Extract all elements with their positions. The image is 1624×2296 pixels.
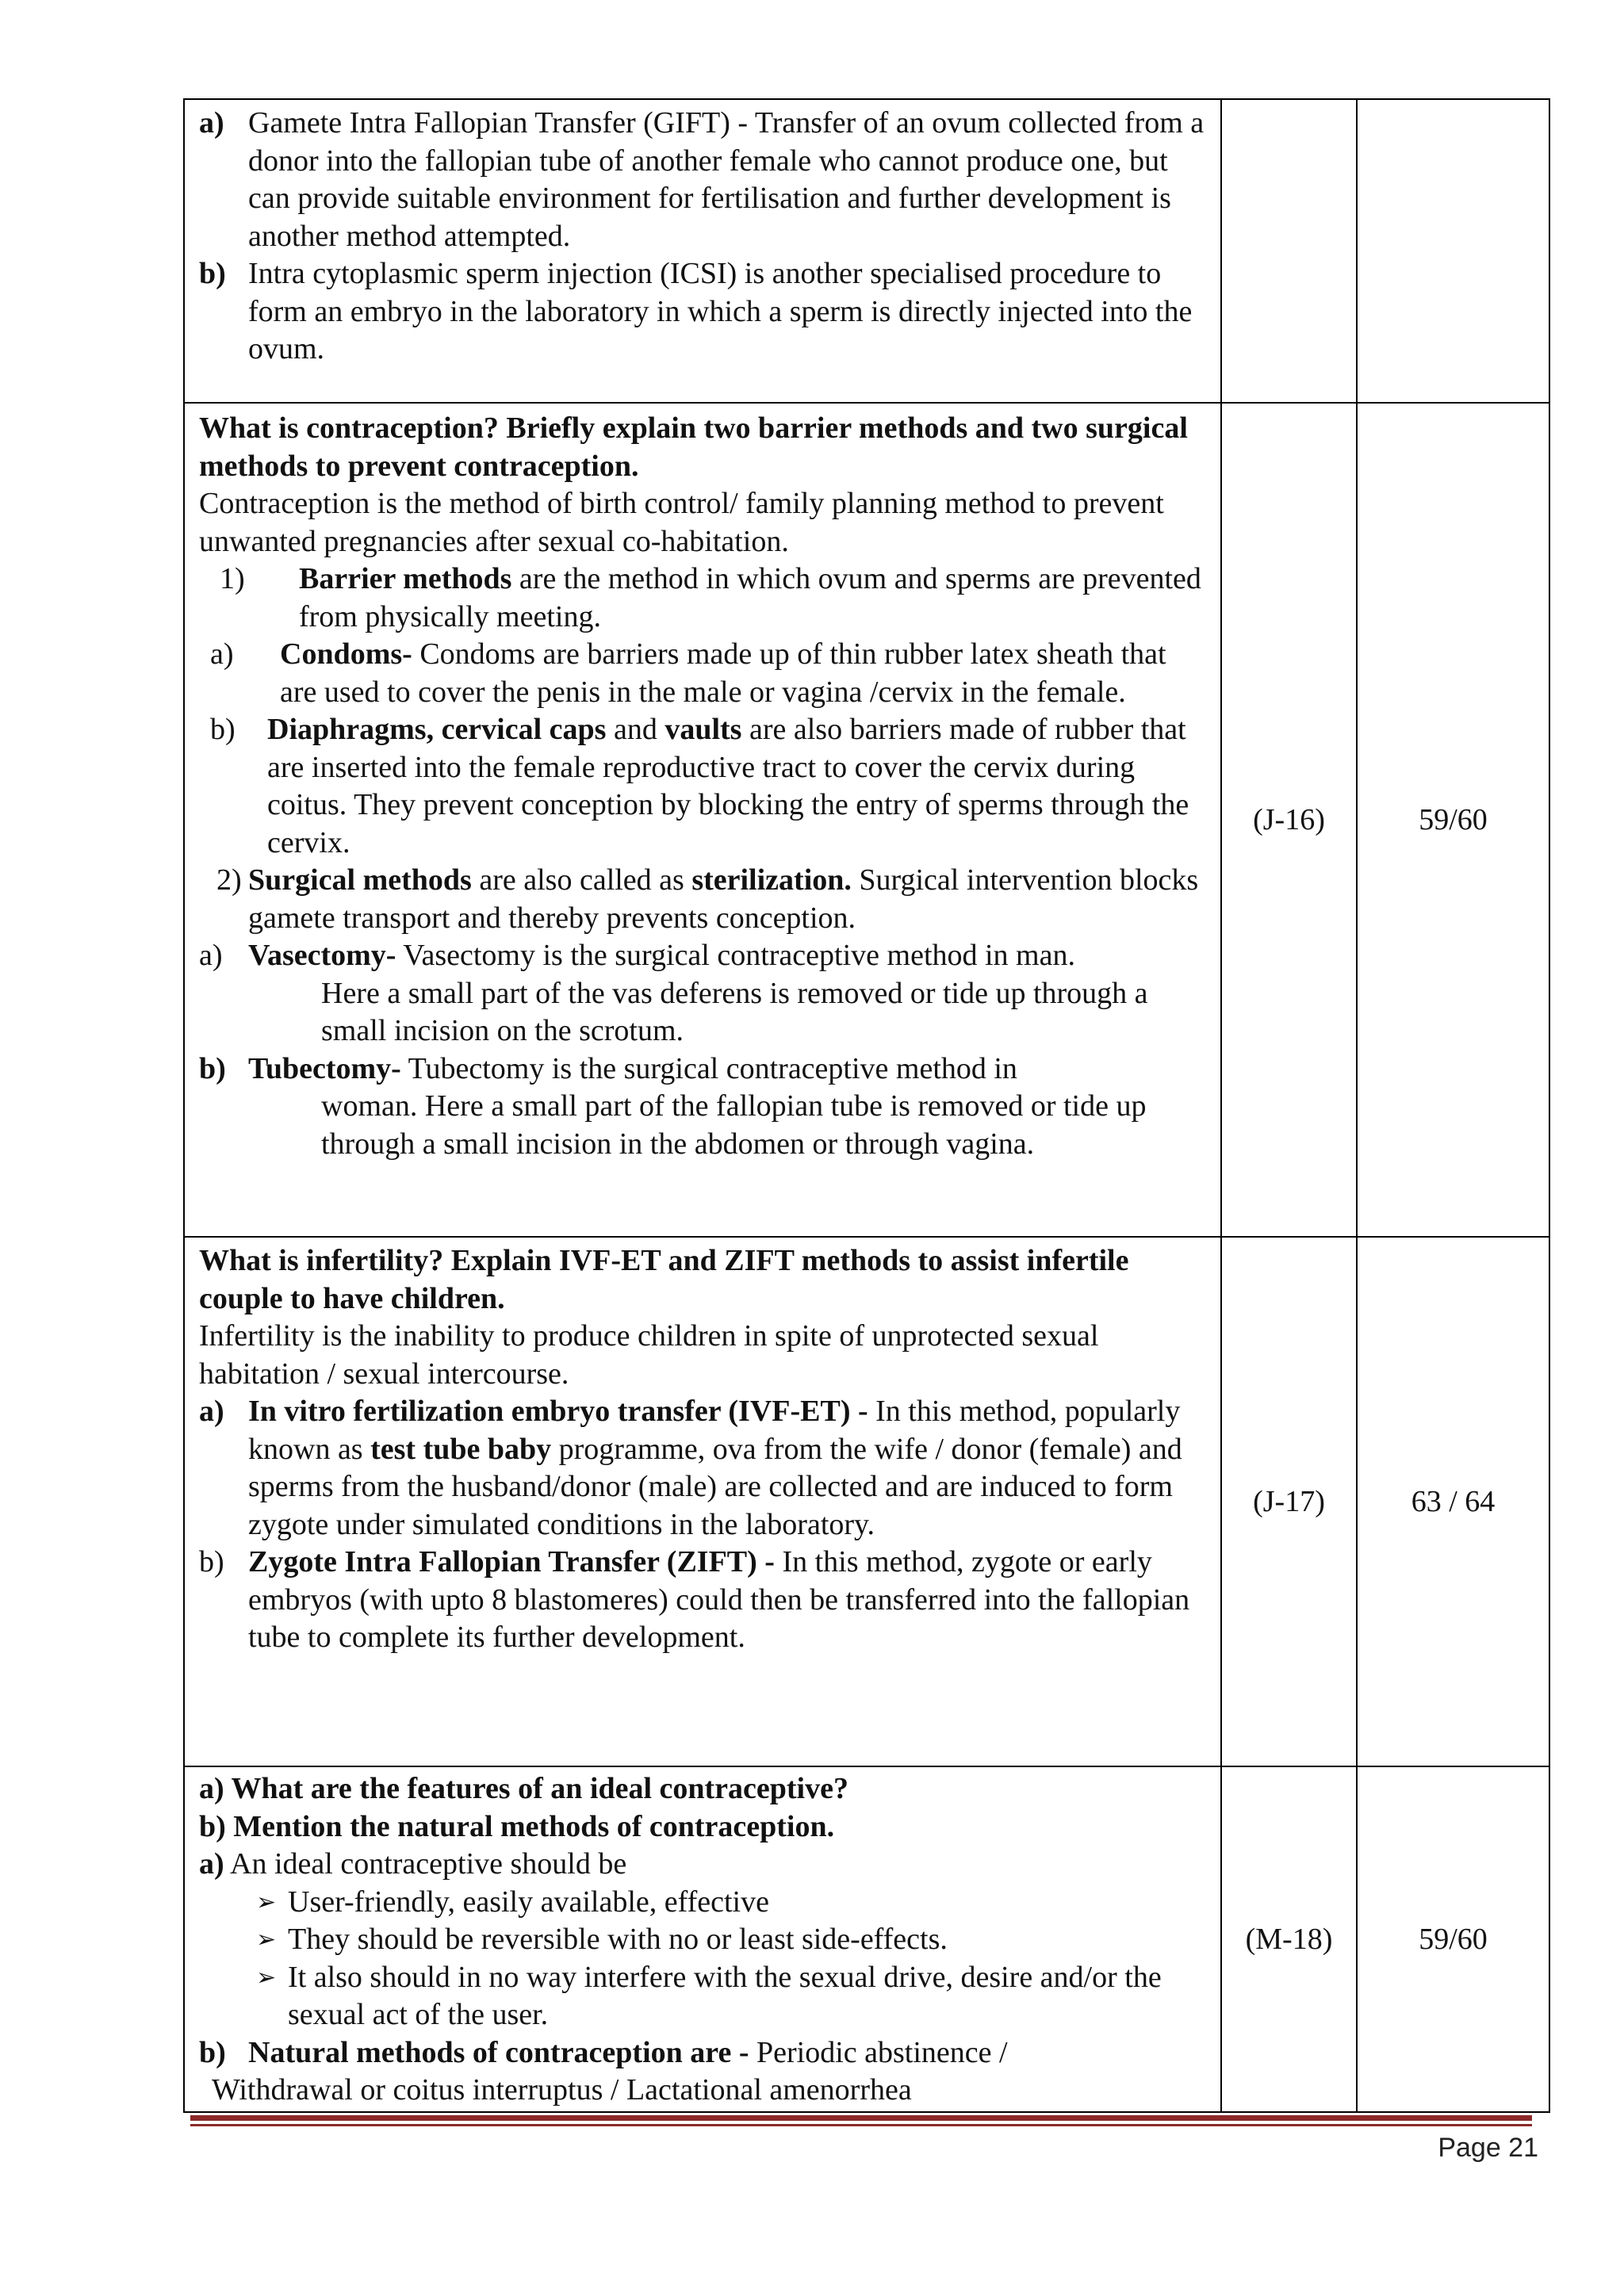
footer-rule bbox=[190, 2124, 1532, 2126]
list-item bbox=[199, 711, 1209, 862]
intro-text: Contraception is the method of birth control/ family planning method to prevent unwanted pregnancies after sexual co-habitation. bbox=[199, 487, 1164, 558]
answer-cell bbox=[184, 1766, 1221, 2112]
arrow-bullet-icon: ➢ bbox=[256, 1888, 277, 1916]
item-text: Here a small part of the vas deferens is removed or tide up through a small incision on the scrotum. bbox=[321, 976, 1148, 1047]
list-item bbox=[199, 561, 1209, 636]
item-label: b) bbox=[199, 1051, 226, 1085]
question-text: a) What are the features of an ideal contraceptive? bbox=[199, 1772, 848, 1805]
intro-text: Infertility is the inability to produce children in spite of unprotected sexual habitation / sexual intercourse. bbox=[199, 1319, 1099, 1391]
item-label: 1) bbox=[220, 562, 245, 595]
list-item bbox=[199, 105, 1209, 255]
list-item bbox=[199, 255, 1209, 369]
table-row bbox=[184, 1237, 1549, 1766]
page-number: Page 21 bbox=[1438, 2133, 1538, 2163]
item-bold: sterilization. bbox=[691, 863, 852, 897]
item-text: Withdrawal or coitus interruptus / Lactational amenorrhea bbox=[212, 2073, 912, 2107]
item-text: are also barriers made of rubber that are inserted into the female reproductive tract to cover the cervix during coitus. They prevent conception by blocking the entry of sperms through the cervix. bbox=[267, 713, 1189, 859]
item-bold: vaults bbox=[665, 713, 742, 746]
item-text: are the method in which ovum and sperms are prevented from physically meeting. bbox=[299, 562, 1201, 633]
item-bold: Zygote Intra Fallopian Transfer (ZIFT) - bbox=[248, 1545, 775, 1578]
item-label: b) bbox=[199, 257, 226, 290]
arrow-bullet-icon: ➢ bbox=[256, 1926, 277, 1954]
bullet-item bbox=[199, 1959, 1209, 2034]
item-label: b) bbox=[199, 1545, 224, 1578]
page-ref-cell bbox=[1357, 99, 1549, 403]
item-text: Tubectomy is the surgical contraceptive method in bbox=[400, 1051, 1017, 1085]
item-text: Condoms are barriers made up of thin rubber latex sheath that are used to cover the penis in the male or vagina /cervix in the female. bbox=[280, 637, 1166, 709]
list-item bbox=[199, 862, 1209, 937]
bullet-item bbox=[199, 1921, 1209, 1959]
reference-cell: (J-17) bbox=[1221, 1237, 1357, 1766]
list-item bbox=[199, 1393, 1209, 1544]
bullet-text: User-friendly, easily available, effective bbox=[288, 1885, 769, 1919]
list-item bbox=[199, 1050, 1209, 1164]
question-table bbox=[183, 98, 1550, 2113]
answer-a bbox=[199, 1846, 1209, 1884]
bullet-text: It also should in no way interfere with the sexual drive, desire and/or the sexual act of the user. bbox=[288, 1960, 1162, 2031]
table-row bbox=[184, 99, 1549, 403]
bullet-text: They should be reversible with no or least side-effects. bbox=[288, 1923, 948, 1956]
list-item bbox=[199, 636, 1209, 711]
item-text: An ideal contraceptive should be bbox=[224, 1847, 627, 1881]
item-text: and bbox=[606, 713, 665, 746]
answer-cell bbox=[184, 1237, 1221, 1766]
item-text: Vasectomy is the surgical contraceptive method in man. bbox=[396, 939, 1075, 972]
item-text: woman. Here a small part of the fallopian tube is removed or tide up through a small incision in the abdomen or through vagina. bbox=[321, 1089, 1147, 1161]
item-text: In this method, popularly known as bbox=[248, 1395, 1181, 1466]
item-text: Surgical intervention blocks gamete transport and thereby prevents conception. bbox=[248, 863, 1199, 935]
arrow-bullet-icon: ➢ bbox=[256, 1963, 277, 1992]
page-ref-cell: 63 / 64 bbox=[1357, 1237, 1549, 1766]
question-text: What is infertility? Explain IVF-ET and ZIFT methods to assist infertile couple to have children. bbox=[199, 1244, 1129, 1315]
item-bold: Diaphragms, cervical caps bbox=[267, 713, 607, 746]
item-label: b) bbox=[199, 2035, 226, 2069]
answer-b bbox=[199, 2034, 1209, 2072]
item-bold: Natural methods of contraception are - bbox=[248, 2035, 749, 2069]
item-text: Periodic abstinence / bbox=[749, 2035, 1008, 2069]
reference-cell: (J-16) bbox=[1221, 403, 1357, 1237]
page-ref-cell: 59/60 bbox=[1357, 403, 1549, 1237]
item-bold: In vitro fertilization embryo transfer (IVF-ET) - bbox=[248, 1395, 868, 1428]
item-label: a) bbox=[199, 1847, 224, 1881]
item-label: b) bbox=[210, 713, 236, 746]
item-text: programme, ova from the wife / donor (female) and sperms from the husband/donor (male) are collected and are induced to form zygote under simulated conditions in the laboratory. bbox=[248, 1432, 1182, 1541]
item-label: a) bbox=[199, 939, 223, 972]
item-bold: Surgical methods bbox=[248, 863, 472, 897]
item-label: a) bbox=[199, 1395, 224, 1428]
table-row bbox=[184, 1766, 1549, 2112]
item-bold: Tubectomy- bbox=[248, 1051, 401, 1085]
footer-rule bbox=[190, 2115, 1532, 2121]
item-label: 2) bbox=[216, 863, 242, 897]
list-item bbox=[199, 937, 1209, 1050]
bullet-item bbox=[199, 1884, 1209, 1922]
item-bold: test tube baby bbox=[370, 1432, 552, 1466]
item-label: a) bbox=[210, 637, 234, 671]
answer-cell bbox=[184, 403, 1221, 1237]
item-label: a) bbox=[199, 106, 224, 140]
question-text: b) Mention the natural methods of contraception. bbox=[199, 1809, 835, 1843]
reference-cell: (M-18) bbox=[1221, 1766, 1357, 2112]
item-text: Intra cytoplasmic sperm injection (ICSI) is another specialised procedure to form an embryo in the laboratory in which a sperm is directly injected into the ovum. bbox=[248, 257, 1193, 365]
item-text: are also called as bbox=[471, 863, 692, 897]
item-text: Gamete Intra Fallopian Transfer (GIFT) - Transfer of an ovum collected from a donor into the fallopian tube of another female who cannot produce one, but can provide suitable environment for fertilisation and further development is another method attempted. bbox=[248, 106, 1205, 253]
item-bold: Barrier methods bbox=[299, 562, 512, 595]
answer-cell bbox=[184, 99, 1221, 403]
item-bold: Vasectomy- bbox=[248, 939, 396, 972]
table-row bbox=[184, 403, 1549, 1237]
item-bold: Condoms- bbox=[280, 637, 412, 671]
list-item bbox=[199, 1544, 1209, 1657]
question-text: What is contraception? Briefly explain two barrier methods and two surgical methods to prevent contraception. bbox=[199, 411, 1188, 483]
reference-cell bbox=[1221, 99, 1357, 403]
item-text: In this method, zygote or early embryos (with upto 8 blastomeres) could then be transferred into the fallopian tube to complete its further development. bbox=[248, 1545, 1190, 1654]
page-ref-cell: 59/60 bbox=[1357, 1766, 1549, 2112]
